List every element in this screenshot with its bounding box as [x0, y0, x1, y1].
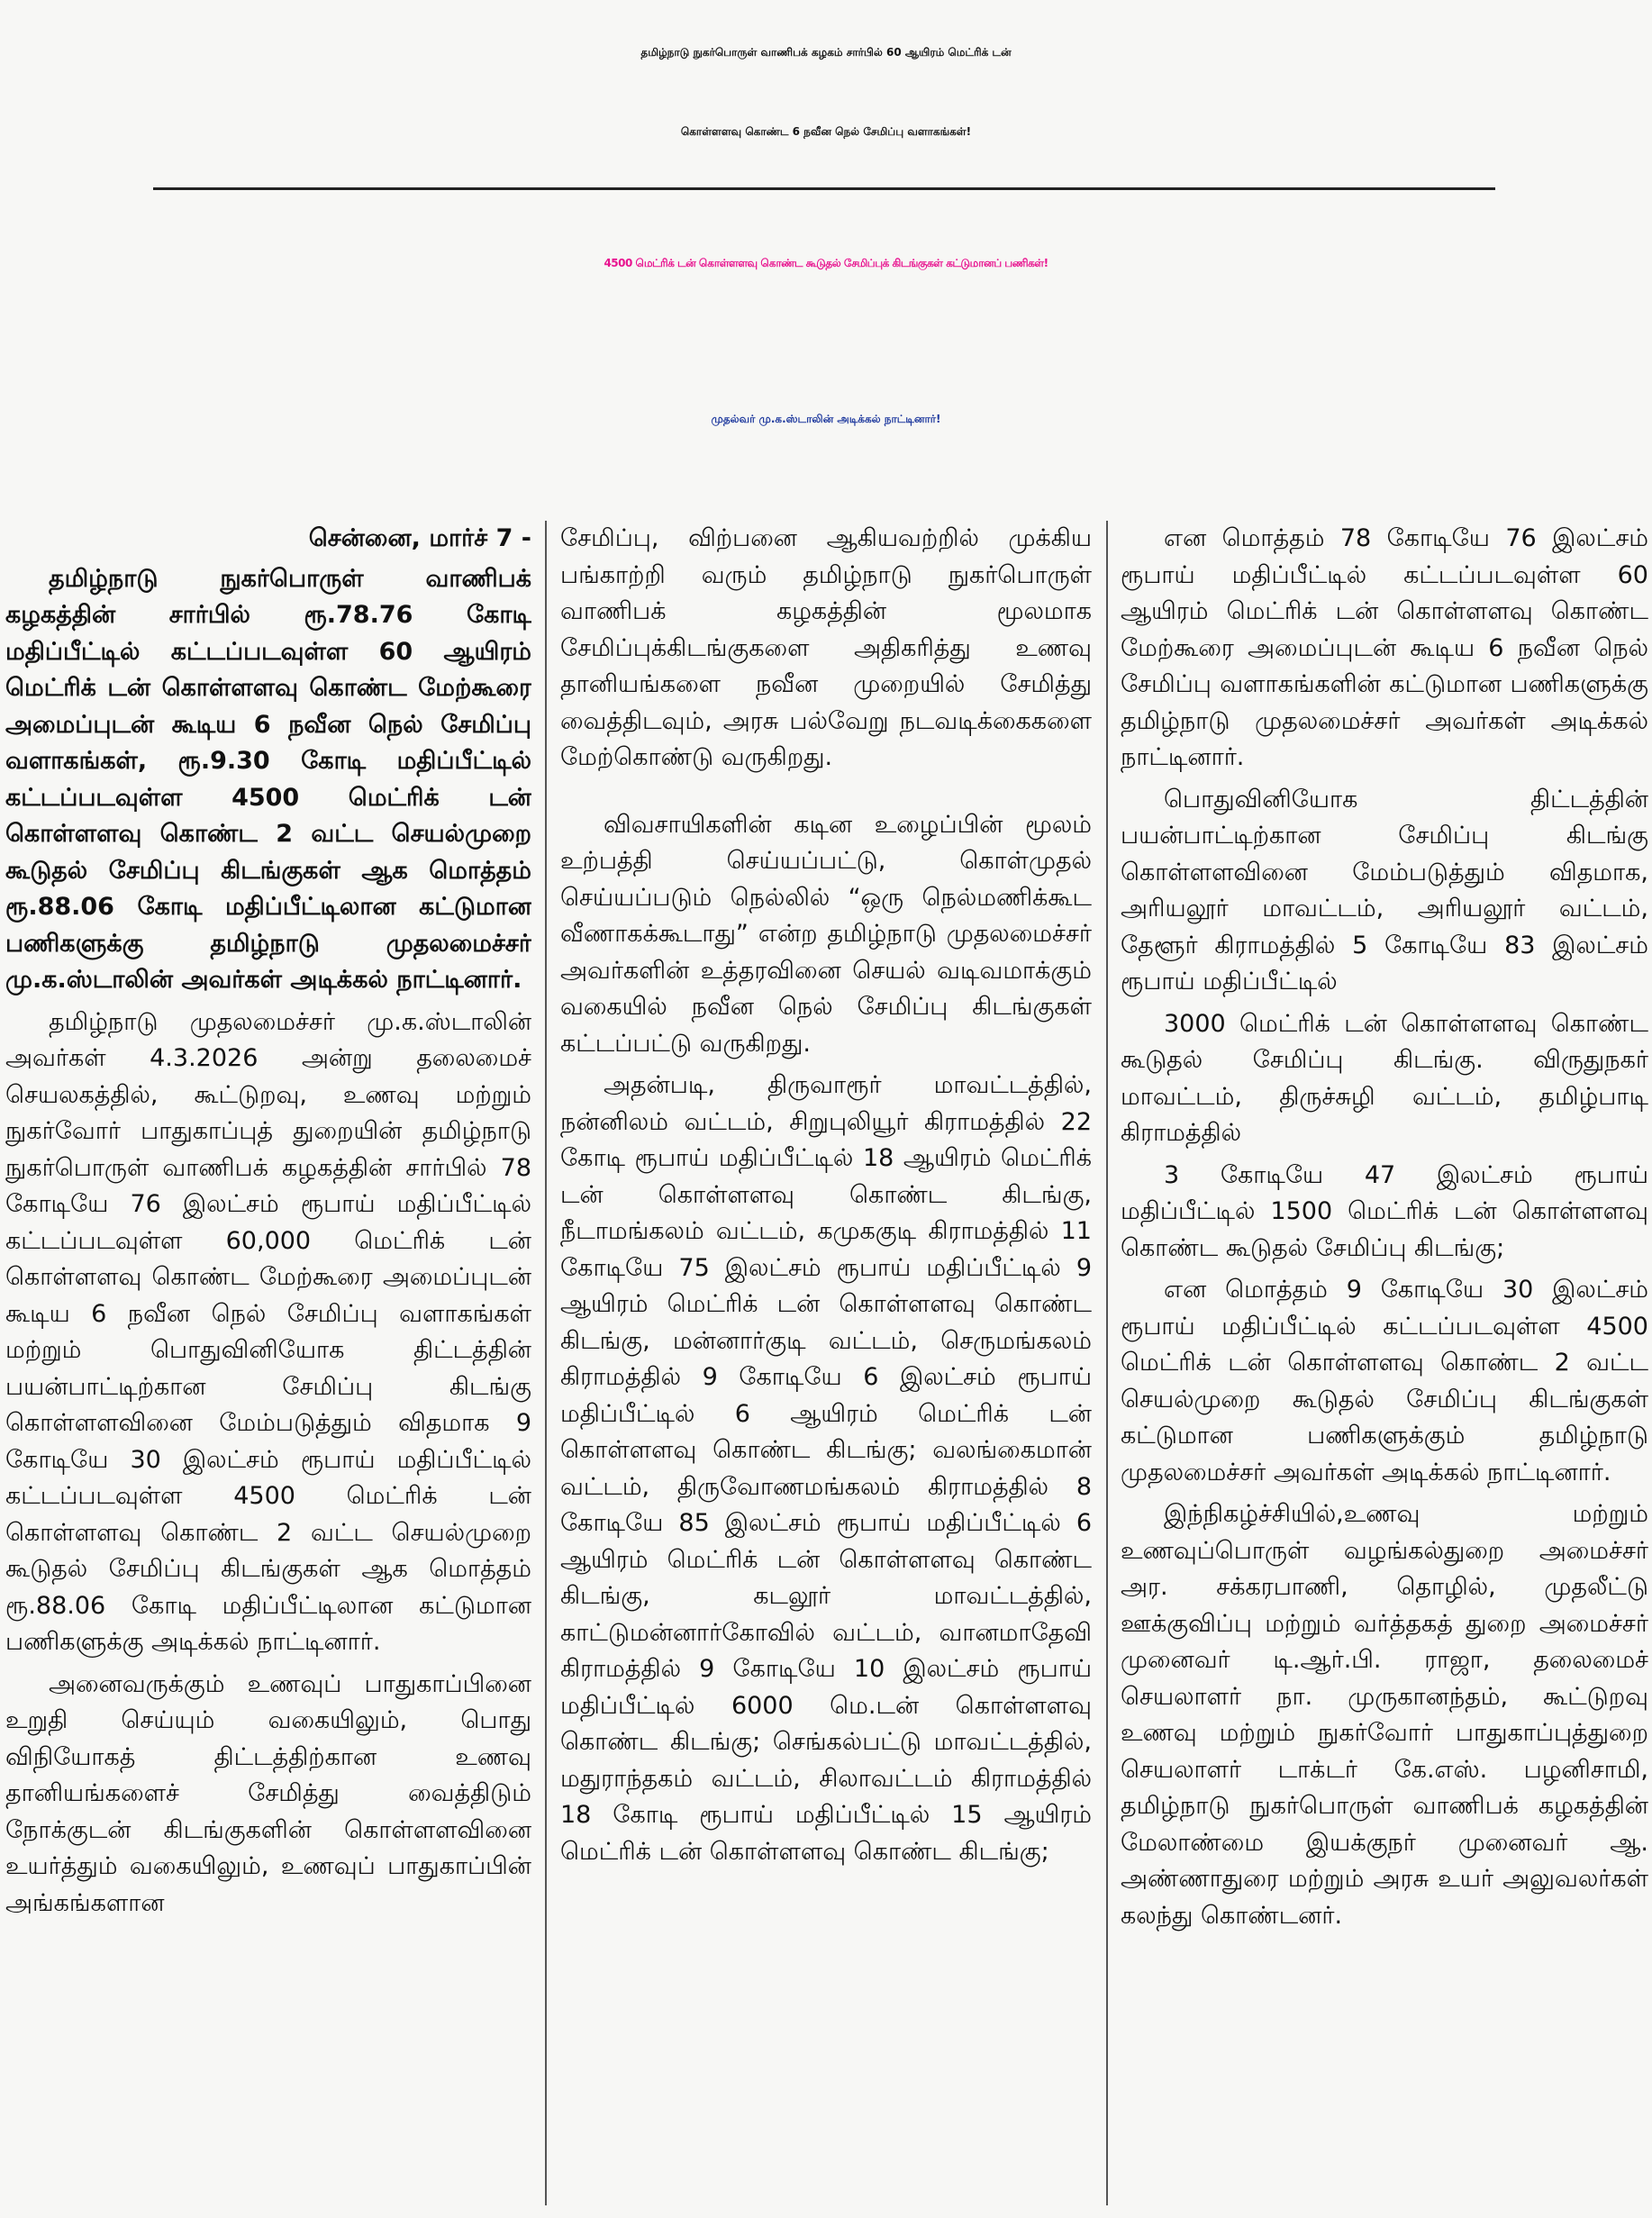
headline-primary: [0, 13, 1652, 171]
article-column-3: [1121, 521, 1648, 2205]
lead-paragraph: தமிழ்நாடு நுகர்பொருள் வாணிபக் கழகத்தின் சார்பில் ரூ.78.76 கோடி மதிப்பீட்டில் கட்டப்படவுள்ள 60 ஆயிரம் மெட்ரிக் டன் கொள்ளளவு கொண்ட மேற்கூரை அமைப்புடன் கூடிய 6 நவீன நெல் சேமிப்பு வளாகங்கள், ரூ.9.30 கோடி மதிப்பீட்டில் கட்டப்படவுள்ள 4500 மெட்ரிக் டன் கொள்ளளவு கொண்ட 2 வட்ட செயல்முறை கூடுதல் சேமிப்பு கிடங்குகள் ஆக மொத்தம் ரூ.88.06 கோடி மதிப்பீட்டிலான கட்டுமான பணிகளுக்கு தமிழ்நாடு முதலமைச்சர் மு.க.ஸ்டாலின் அவர்கள் அடிக்கல் நாட்டினார்.: [5, 564, 531, 994]
paragraph: பொதுவினியோக திட்டத்தின் பயன்பாட்டிற்கான சேமிப்பு கிடங்கு கொள்ளளவினை மேம்படுத்தும் விதமாக, அரியலூர் மாவட்டம், அரியலூர் வட்டம், தேளூர் கிராமத்தில் 5 கோடியே 83 இலட்சம் ரூபாய் மதிப்பீட்டில்: [1121, 785, 1648, 995]
paragraph: அனைவருக்கும் உணவுப் பாதுகாப்பினை உறுதி செய்யும் வகையிலும், பொது விநியோகத் திட்டத்திற்கான உணவு தானியங்களைச் சேமித்து வைத்திடும் நோக்குடன் கிடங்குகளின் கொள்ளளவினை உயர்த்தும் வகையிலும், உணவுப் பாதுகாப்பின் அங்கங்களான: [5, 1669, 531, 1917]
paragraph: விவசாயிகளின் கடின உழைப்பின் மூலம் உற்பத்தி செய்யப்பட்டு, கொள்முதல் செய்யப்படும் நெல்லில் “ஒரு நெல்மணிக்கூட வீணாகக்கூடாது” என்ற தமிழ்நாடு முதலமைச்சர் அவர்களின் உத்தரவினை செயல் வடிவமாக்கும் வகையில் நவீன நெல் சேமிப்பு கிடங்குகள் கட்டப்பட்டு வருகிறது.: [560, 810, 1092, 1058]
column-divider: [1106, 521, 1108, 2205]
column-divider: [545, 521, 547, 2205]
headline-blue: முதல்வர் மு.க.ஸ்டாலின் அடிக்கல் நாட்டினார்!: [711, 413, 941, 425]
headline-pink: 4500 மெட்ரிக் டன் கொள்ளளவு கொண்ட கூடுதல் சேமிப்புக் கிடங்குகள் கட்டுமானப் பணிகள்!: [604, 257, 1048, 269]
paragraph: இந்நிகழ்ச்சியில்,உணவு மற்றும் உணவுப்பொருள் வழங்கல்துறை அமைச்சர் அர. சக்கரபாணி, தொழில், முதலீட்டு ஊக்குவிப்பு மற்றும் வர்த்தகத் துறை அமைச்சர் முனைவர் டி.ஆர்.பி. ராஜா, தலைமைச் செயலாளர் நா. முருகானந்தம், கூட்டுறவு உணவு மற்றும் நுகர்வோர் பாதுகாப்புத்துறை செயலாளர் டாக்டர் கே.எஸ். பழனிசாமி, தமிழ்நாடு நுகர்பொருள் வாணிபக் கழகத்தின் மேலாண்மை இயக்குநர் முனைவர் ஆ. அண்ணாதுரை மற்றும் அரசு உயர் அலுவலர்கள் கலந்து கொண்டனர்.: [1121, 1500, 1648, 1930]
paragraph: தமிழ்நாடு முதலமைச்சர் மு.க.ஸ்டாலின் அவர்கள் 4.3.2026 அன்று தலைமைச் செயலகத்தில், கூட்டுறவு, உணவு மற்றும் நுகர்வோர் பாதுகாப்புத் துறையின் தமிழ்நாடு நுகர்பொருள் வாணிபக் கழகத்தின் சார்பில் 78 கோடியே 76 இலட்சம் ரூபாய் மதிப்பீட்டில் கட்டப்படவுள்ள 60,000 மெட்ரிக் டன் கொள்ளளவு கொண்ட மேற்கூரை அமைப்புடன் கூடிய 6 நவீன நெல் சேமிப்பு வளாகங்கள் மற்றும் பொதுவினியோக திட்டத்தின் பயன்பாட்டிற்கான சேமிப்பு கிடங்கு கொள்ளளவினை மேம்படுத்தும் விதமாக 9 கோடியே 30 இலட்சம் ரூபாய் மதிப்பீட்டில் கட்டப்படவுள்ள 4500 மெட்ரிக் டன் கொள்ளளவு கொண்ட 2 வட்ட செயல்முறை கூடுதல் சேமிப்பு கிடங்குகள் ஆக மொத்தம் ரூ.88.06 கோடி மதிப்பீட்டிலான கட்டுமான பணிகளுக்கு அடிக்கல் நாட்டினார்.: [5, 1007, 531, 1656]
headline-line-1: தமிழ்நாடு நுகர்பொருள் வாணிபக் கழகம் சார்பில் 60 ஆயிரம் மெட்ரிக் டன்: [640, 46, 1012, 59]
paragraph: என மொத்தம் 78 கோடியே 76 இலட்சம் ரூபாய் மதிப்பீட்டில் கட்டப்படவுள்ள 60 ஆயிரம் மெட்ரிக் டன் கொள்ளளவு கொண்ட மேற்கூரை அமைப்புடன் கூடிய 6 நவீன நெல் சேமிப்பு வளாகங்களின் கட்டுமான பணிகளுக்கு தமிழ்நாடு முதலமைச்சர் அவர்கள் அடிக்கல் நாட்டினார்.: [1121, 524, 1648, 771]
dateline: சென்னை, மார்ச் 7 -: [308, 524, 531, 552]
headline-divider: [153, 187, 1495, 190]
paragraph: 3000 மெட்ரிக் டன் கொள்ளளவு கொண்ட கூடுதல் சேமிப்பு கிடங்கு. விருதுநகர் மாவட்டம், திருச்சுழி வட்டம், தமிழ்பாடி கிராமத்தில்: [1121, 1009, 1648, 1147]
headline-line-2: கொள்ளளவு கொண்ட 6 நவீன நெல் சேமிப்பு வளாகங்கள்!: [680, 125, 972, 138]
article-column-2: [560, 521, 1092, 2205]
paragraph: சேமிப்பு, விற்பனை ஆகியவற்றில் முக்கிய பங்காற்றி வரும் தமிழ்நாடு நுகர்பொருள் வாணிபக் கழகத்தின் மூலமாக சேமிப்புக்கிடங்குகளை அதிகரித்து உணவு தானியங்களை நவீன முறையில் சேமித்து வைத்திடவும், அரசு பல்வேறு நடவடிக்கைகளை மேற்கொண்டு வருகிறது.: [560, 524, 1092, 771]
paragraph: 3 கோடியே 47 இலட்சம் ரூபாய் மதிப்பீட்டில் 1500 மெட்ரிக் டன் கொள்ளளவு கொண்ட கூடுதல் சேமிப்பு கிடங்கு;: [1121, 1160, 1648, 1262]
paragraph: என மொத்தம் 9 கோடியே 30 இலட்சம் ரூபாய் மதிப்பீட்டில் கட்டப்படவுள்ள 4500 மெட்ரிக் டன் கொள்ளளவு கொண்ட 2 வட்ட செயல்முறை கூடுதல் சேமிப்பு கிடங்குகள் கட்டுமான பணிகளுக்கும் தமிழ்நாடு முதலமைச்சர் அவர்கள் அடிக்கல் நாட்டினார்.: [1121, 1276, 1648, 1486]
article-column-1: [5, 521, 531, 2205]
paragraph: அதன்படி, திருவாரூர் மாவட்டத்தில், நன்னிலம் வட்டம், சிறுபுலியூர் கிராமத்தில் 22 கோடி ரூபாய் மதிப்பீட்டில் 18 ஆயிரம் மெட்ரிக் டன் கொள்ளளவு கொண்ட கிடங்கு, நீடாமங்கலம் வட்டம், கமுககுடி கிராமத்தில் 11 கோடியே 75 இலட்சம் ரூபாய் மதிப்பீட்டில் 9 ஆயிரம் மெட்ரிக் டன் கொள்ளளவு கொண்ட கிடங்கு, மன்னார்குடி வட்டம், செருமங்கலம் கிராமத்தில் 9 கோடியே 6 இலட்சம் ரூபாய் மதிப்பீட்டில் 6 ஆயிரம் மெட்ரிக் டன் கொள்ளளவு கொண்ட கிடங்கு; வலங்கைமான் வட்டம், திருவோணமங்கலம் கிராமத்தில் 8 கோடியே 85 இலட்சம் ரூபாய் மதிப்பீட்டில் 6 ஆயிரம் மெட்ரிக் டன் கொள்ளளவு கொண்ட கிடங்கு, கடலூர் மாவட்டத்தில், காட்டுமன்னார்கோவில் வட்டம், வானமாதேவி கிராமத்தில் 9 கோடியே 10 இலட்சம் ரூபாய் மதிப்பீட்டில் 6000 மெ.டன் கொள்ளளவு கொண்ட கிடங்கு; செங்கல்பட்டு மாவட்டத்தில், மதுராந்தகம் வட்டம், சிலாவட்டம் கிராமத்தில் 18 கோடி ரூபாய் மதிப்பீட்டில் 15 ஆயிரம் மெட்ரிக் டன் கொள்ளளவு கொண்ட கிடங்கு;: [560, 1071, 1092, 1866]
